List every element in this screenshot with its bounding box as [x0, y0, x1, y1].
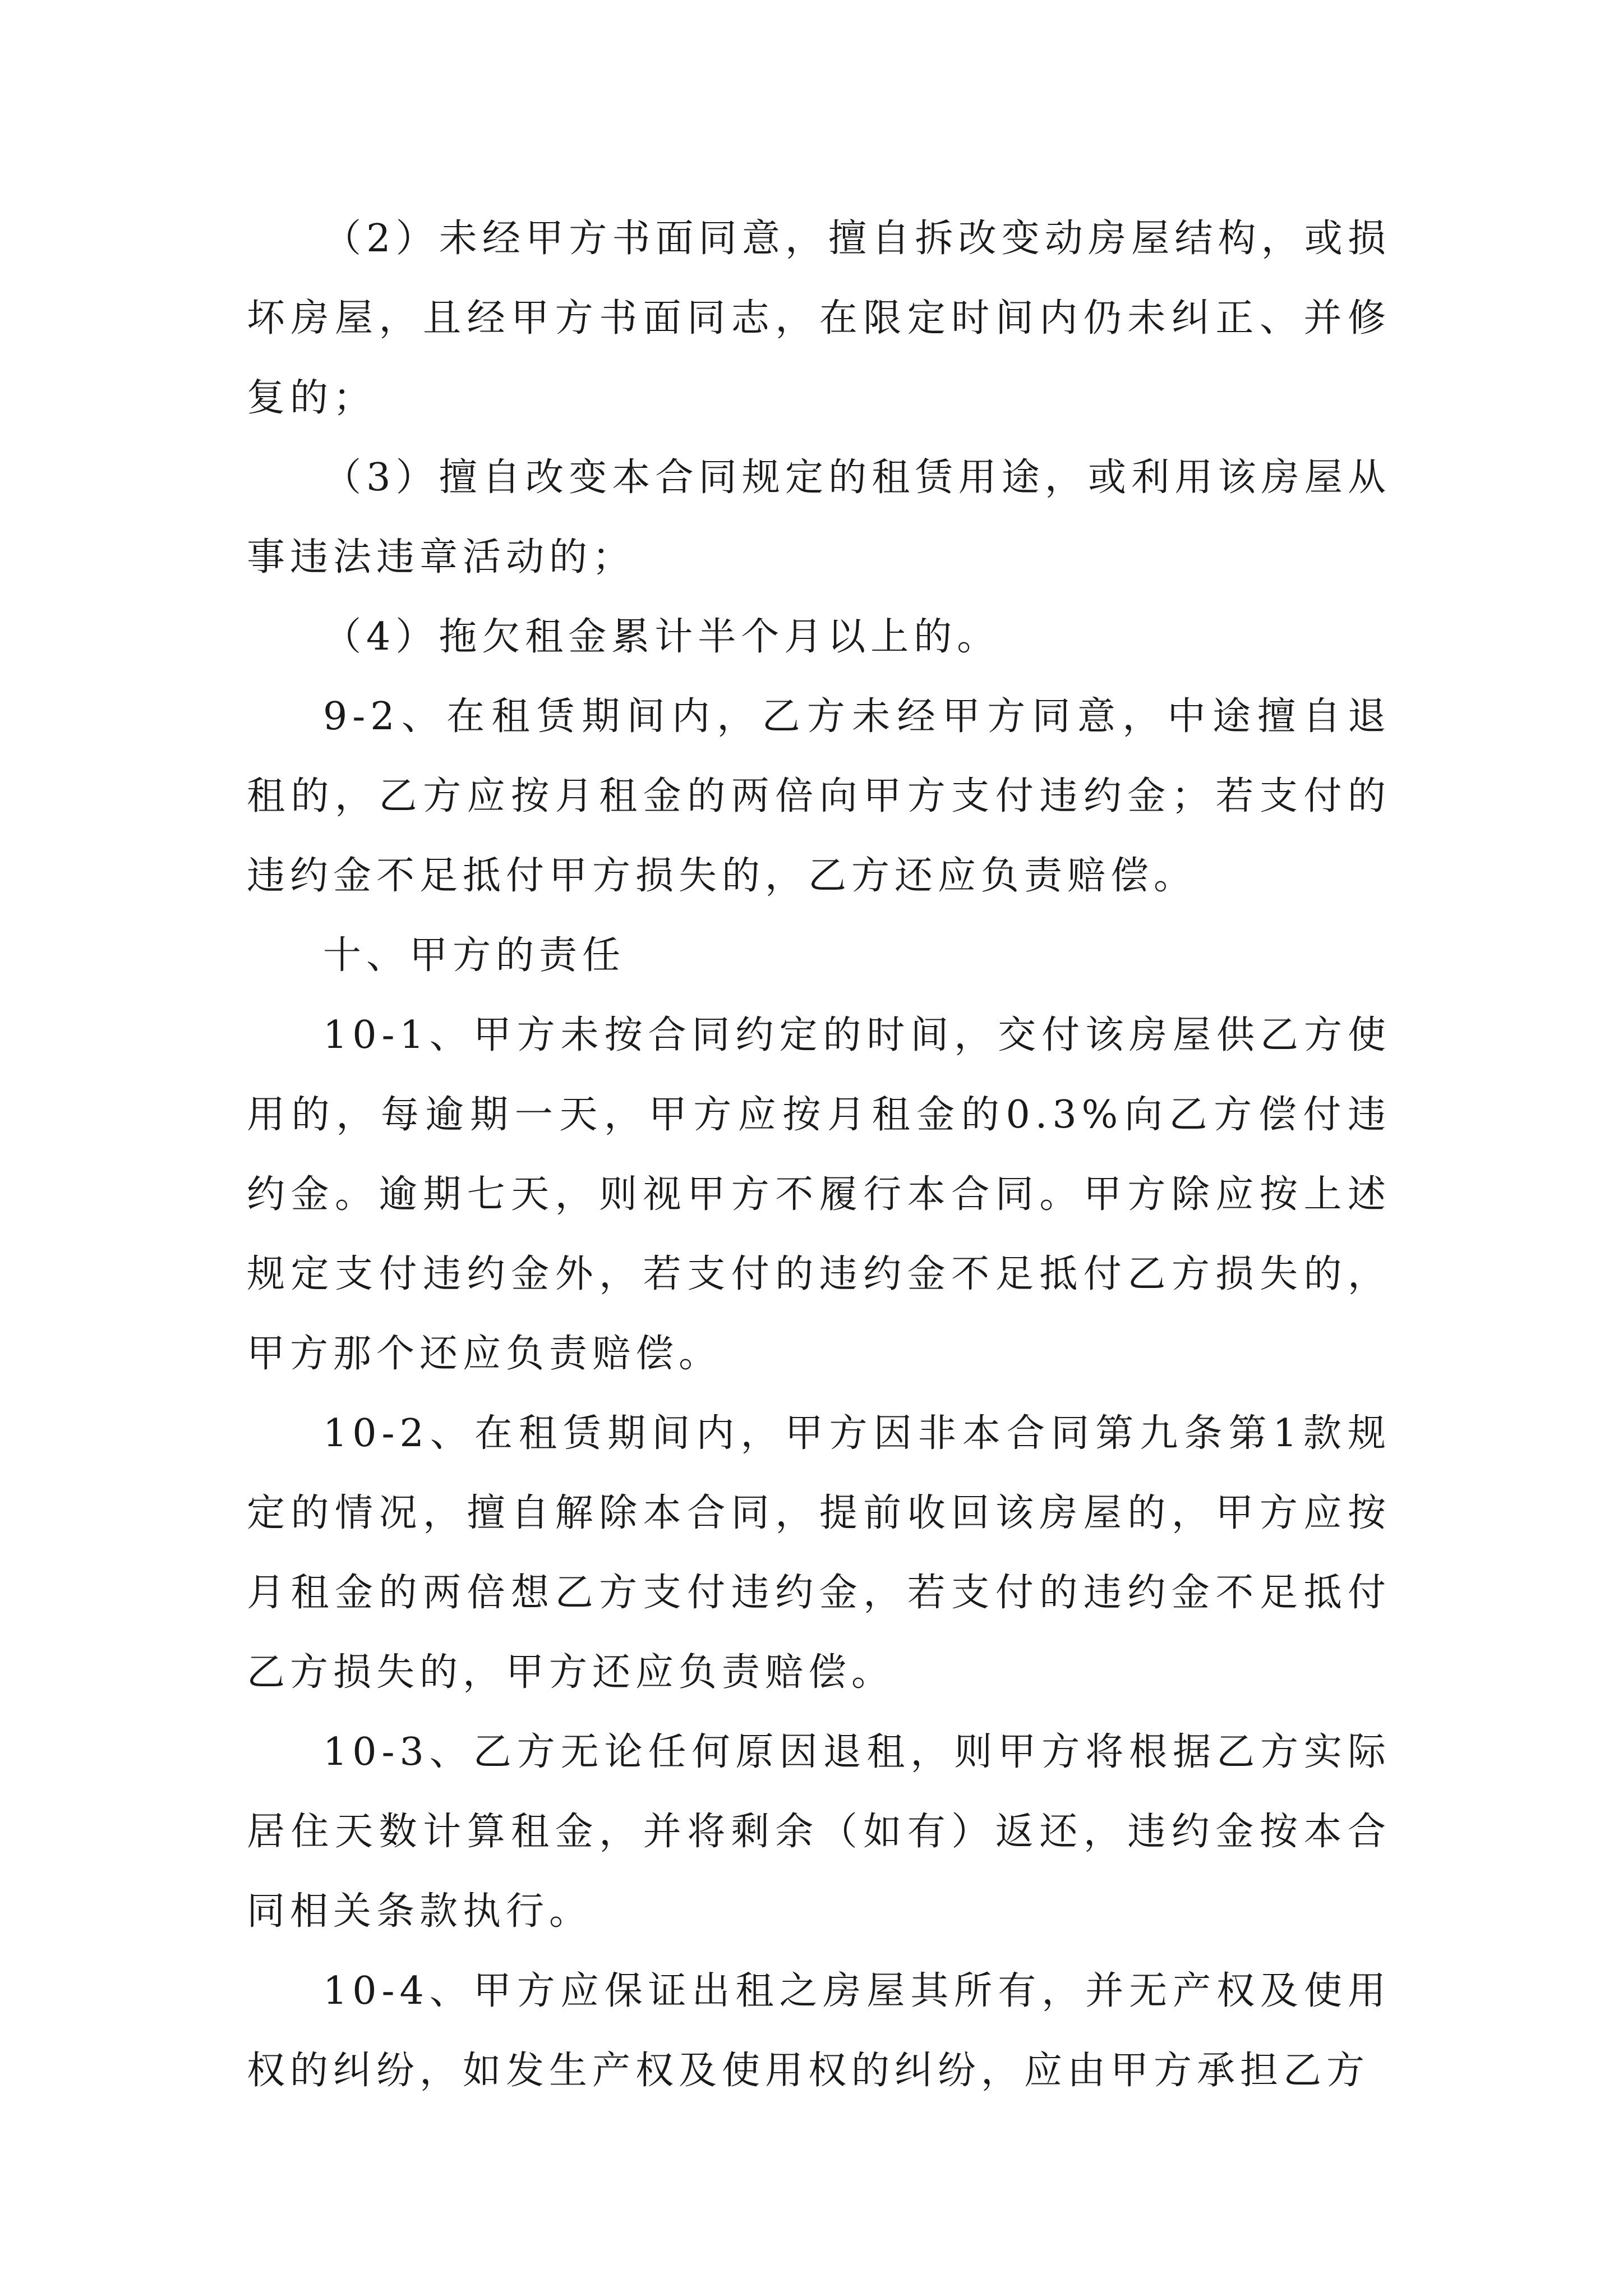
paragraph-clause-2: （2）未经甲方书面同意，擅自拆改变动房屋结构，或损坏房屋，且经甲方书面同志，在限定时间内仍未纠正、并修复的；	[247, 217, 1391, 420]
paragraph-10-1: 10-1、甲方未按合同约定的时间，交付该房屋供乙方使用的，每逾期一天，甲方应按月租金的0.3%向乙方偿付违约金。逾期七天，则视甲方不履行本合同。甲方除应按上述规定支付违约金外，若支付的违约金不足抵付乙方损失的，甲方那个还应负责赔偿。	[247, 1013, 1391, 1376]
paragraph-10-2: 10-2、在租赁期间内，甲方因非本合同第九条第1款规定的情况，擅自解除本合同，提前收回该房屋的，甲方应按月租金的两倍想乙方支付违约金，若支付的违约金不足抵付乙方损失的，甲方还应负责赔偿。	[247, 1411, 1391, 1695]
paragraph-clause-3: （3）擅自改变本合同规定的租赁用途，或利用该房屋从事违法违章活动的；	[247, 455, 1391, 579]
paragraph-10-4: 10-4、甲方应保证出租之房屋其所有，并无产权及使用权的纠纷，如发生产权及使用权的纠纷，应由甲方承担乙方	[247, 1969, 1391, 2093]
paragraph-clause-4: （4）拖欠租金累计半个月以上的。	[323, 615, 1000, 659]
document-body	[247, 199, 1391, 2111]
paragraph-9-2: 9-2、在租赁期间内，乙方未经甲方同意，中途擅自退租的，乙方应按月租金的两倍向甲方支付违约金；若支付的违约金不足抵付甲方损失的，乙方还应负责赔偿。	[247, 694, 1391, 898]
paragraph-10-3: 10-3、乙方无论任何原因退租，则甲方将根据乙方实际居住天数计算租金，并将剩余（如有）返还，违约金按本合同相关条款执行。	[247, 1730, 1391, 1934]
section-heading-10: 十、甲方的责任	[323, 933, 626, 978]
